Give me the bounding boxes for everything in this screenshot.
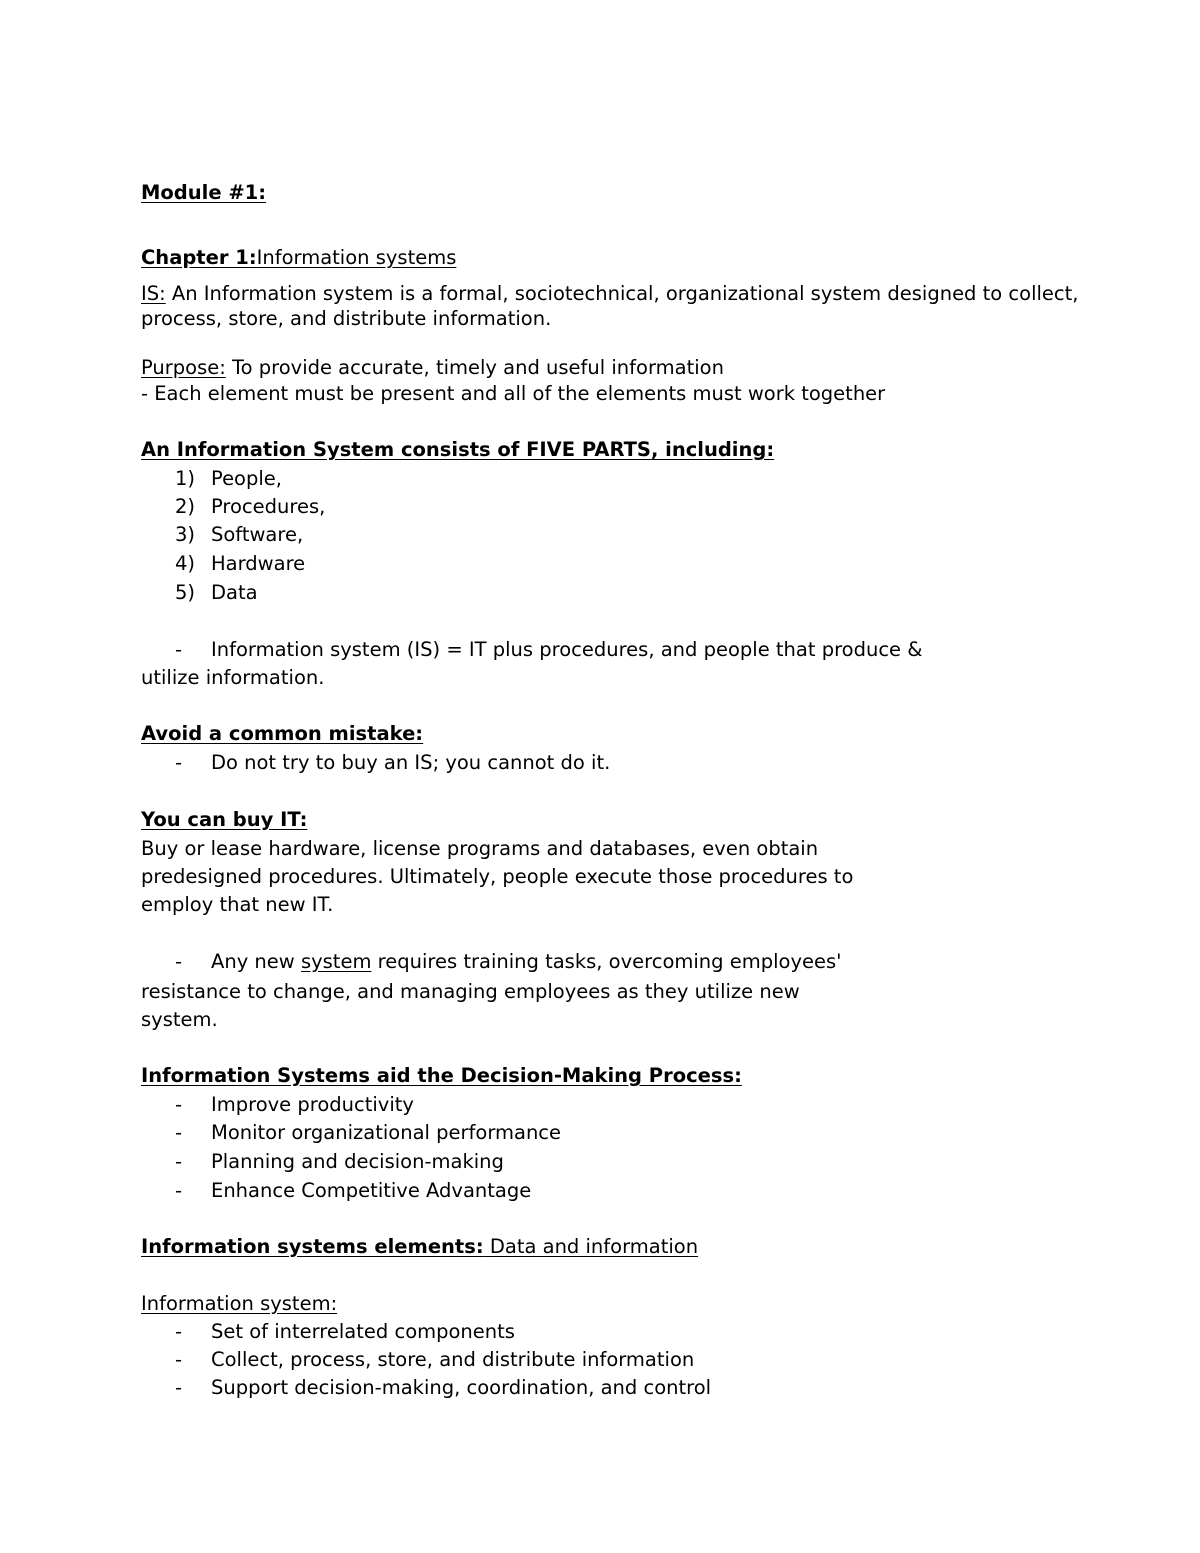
elements-heading-line bbox=[141, 1234, 698, 1260]
info-system-label: Information system: bbox=[141, 1292, 338, 1315]
purpose-text: To provide accurate, timely and useful information bbox=[225, 356, 724, 379]
chapter-title: Information systems bbox=[256, 246, 457, 269]
purpose-note: - Each element must be present and all of the elements must work together bbox=[141, 382, 886, 405]
elements-heading: Information systems elements: bbox=[141, 1235, 484, 1258]
purpose-label: Purpose: bbox=[141, 356, 226, 379]
equation-line2: utilize information. bbox=[141, 666, 325, 689]
document-page bbox=[141, 0, 1081, 1553]
list-item: - Planning and decision-making bbox=[175, 1150, 504, 1173]
five-parts-heading: An Information System consists of FIVE PARTS, including: bbox=[141, 438, 775, 461]
purpose-line bbox=[141, 355, 724, 381]
buy-it-line2: predesigned procedures. Ultimately, people execute those procedures to bbox=[141, 865, 854, 888]
buy-it-line6: system. bbox=[141, 1008, 218, 1031]
mistake-item: - Do not try to buy an IS; you cannot do it. bbox=[175, 751, 611, 774]
list-item: - Support decision-making, coordination, and control bbox=[175, 1376, 712, 1399]
is-definition-text: An Information system is a formal, sociotechnical, organizational system designed to collect, bbox=[165, 282, 1079, 305]
mistake-heading: Avoid a common mistake: bbox=[141, 722, 424, 745]
is-label: IS: bbox=[141, 282, 166, 305]
list-item: 1) People, bbox=[175, 467, 282, 490]
elements-subtitle: Data and information bbox=[483, 1235, 699, 1258]
buy-it-line5: resistance to change, and managing employees as they utilize new bbox=[141, 980, 800, 1003]
list-item: - Enhance Competitive Advantage bbox=[175, 1179, 532, 1202]
buy-it-heading: You can buy IT: bbox=[141, 808, 308, 831]
list-item: 2) Procedures, bbox=[175, 495, 326, 518]
module-heading: Module #1: bbox=[141, 181, 267, 204]
list-item: - Collect, process, store, and distribute information bbox=[175, 1348, 695, 1371]
system-link[interactable]: system bbox=[300, 950, 372, 973]
buy-it-line1: Buy or lease hardware, license programs and databases, even obtain bbox=[141, 837, 819, 860]
list-item: 3) Software, bbox=[175, 523, 304, 546]
any-new-system-line: - Any new system requires training tasks, overcoming employees' bbox=[175, 950, 842, 973]
list-item: 5) Data bbox=[175, 581, 258, 604]
decision-heading: Information Systems aid the Decision-Making Process: bbox=[141, 1064, 742, 1087]
is-definition-line1 bbox=[141, 281, 1078, 307]
chapter-label: Chapter 1: bbox=[141, 246, 257, 269]
is-definition-line2: process, store, and distribute information. bbox=[141, 307, 552, 330]
equation-line1: - Information system (IS) = IT plus procedures, and people that produce & bbox=[175, 638, 923, 661]
list-item: - Set of interrelated components bbox=[175, 1320, 515, 1343]
list-item: - Improve productivity bbox=[175, 1093, 414, 1116]
list-item: 4) Hardware bbox=[175, 552, 306, 575]
chapter-line bbox=[141, 245, 456, 271]
buy-it-line3: employ that new IT. bbox=[141, 893, 334, 916]
list-item: - Monitor organizational performance bbox=[175, 1121, 562, 1144]
